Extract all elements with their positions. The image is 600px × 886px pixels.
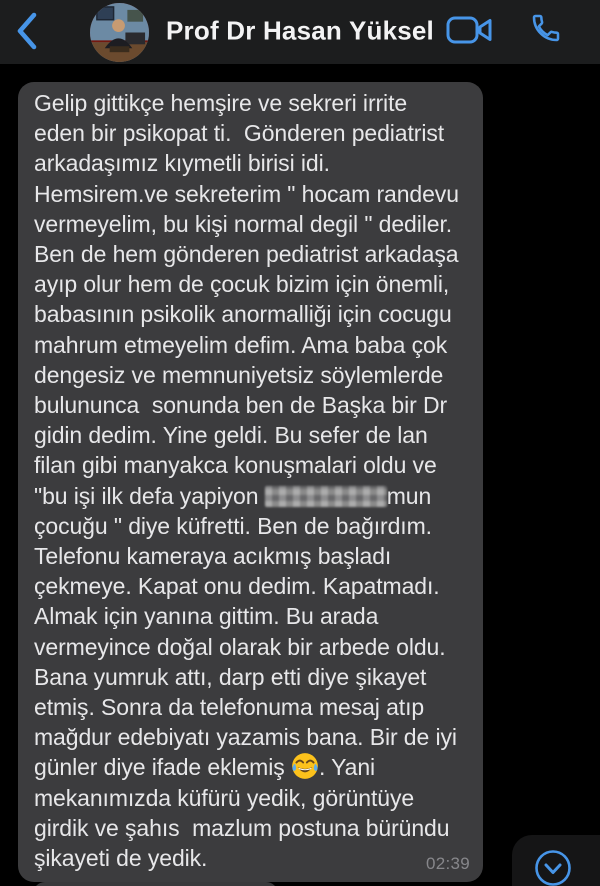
message-line: mağdur edebiyatı yazamis bana. Bir de iyi [34,724,457,751]
face-with-tears-of-joy-emoji [291,752,319,780]
message-line: Telefonu kameraya acıkmış başladı [34,543,392,570]
scroll-to-bottom-button[interactable] [533,848,573,886]
scroll-panel [512,835,600,886]
chat-area [0,64,600,886]
message-bubble[interactable] [18,82,483,882]
message-line: Hemsirem.ve sekreterim " hocam randevu [34,180,459,207]
message-lines [34,88,468,873]
message-line: bulununca sonunda ben de Başka bir Dr [34,392,448,419]
message-line: etmiş. Sonra da telefonuma mesaj atıp [34,694,425,721]
message-timestamp: 02:39 [425,854,470,874]
back-button[interactable] [10,11,44,53]
message-line: günler diye ifade eklemiş . Yani [34,754,376,781]
message-line: gidin dedim. Yine geldi. Bu sefer de lan [34,422,428,449]
message-line: vermeyelim, bu kişi normal degil " dediler. [34,210,453,237]
message-line: vermeyince doğal olarak bir arbede oldu. [34,633,446,660]
phone-icon [530,12,562,47]
message-line: mekanımızda küfürü yedik, görüntüye [34,784,415,811]
message-line: ayıp olur hem de çocuk bizim için önemli, [34,271,450,298]
chat-header [0,0,600,64]
chevron-left-icon [14,10,40,55]
video-call-button[interactable] [444,14,496,48]
message-line: dengesiz ve memnuniyetsiz söylemlerde [34,361,444,388]
chevron-down-circle-icon [533,876,573,886]
message-line: arkadaşımız kıymetli birisi idi. [34,150,330,177]
contact-avatar[interactable] [90,3,149,62]
message-line: filan gibi manyakca konuşmalari oldu ve [34,452,437,479]
message-line: Bana yumruk attı, darp etti diye şikayet [34,663,427,690]
message-line: "bu işi ilk defa yapiyon mun [34,482,432,509]
message-line: mahrum etmeyelim defim. Ama baba çok [34,331,448,358]
message-line: çocuğu " diye küfretti. Ben de bağırdım. [34,512,432,539]
message-line: eden bir psikopat ti. Gönderen pediatrist [34,120,445,147]
next-message-bubble-partial [33,882,278,886]
message-line: girdik ve şahıs mazlum postuna büründu [34,814,450,841]
censored-text-blur [265,486,387,507]
message-line: şikayeti de yedik. [34,845,208,872]
contact-photo [90,49,149,62]
video-camera-icon [446,15,494,48]
contact-name[interactable]: Prof Dr Hasan Yüksel [166,15,434,46]
message-line: çekmeye. Kapat onu dedim. Kapatmadı. [34,573,440,600]
voice-call-button[interactable] [528,11,564,47]
message-line: babasının psikolik anormalliği için cocugu [34,301,452,328]
message-line: Almak için yanına gittim. Bu arada [34,603,379,630]
message-line: Ben de hem gönderen pediatrist arkadaşa [34,241,459,268]
message-line: Gelip gittikçe hemşire ve sekreri irrite [34,90,408,116]
